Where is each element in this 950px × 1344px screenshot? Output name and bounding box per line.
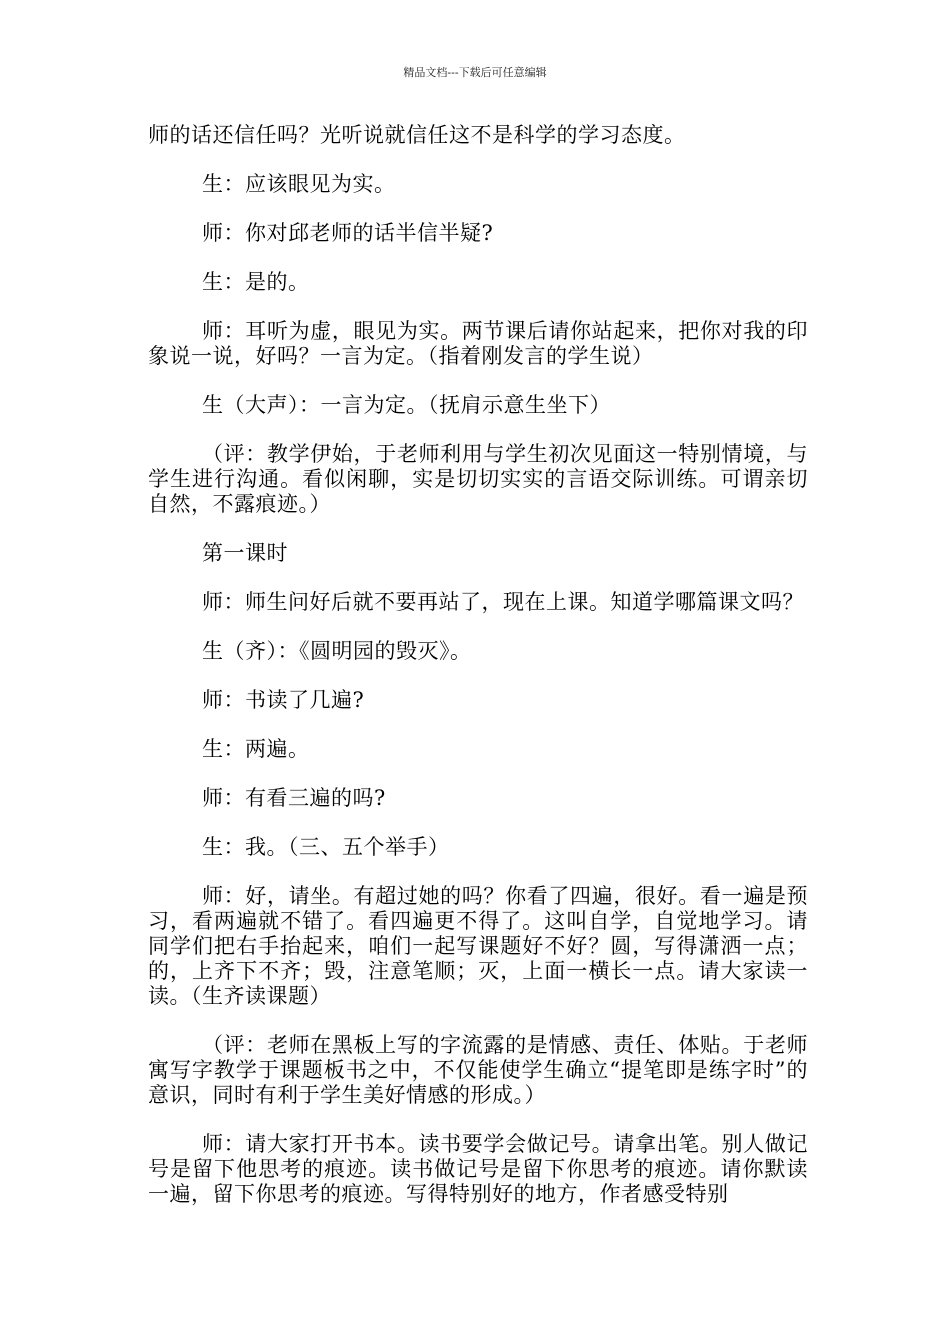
dialogue-line: 师：你对邱老师的话半信半疑? <box>202 221 494 245</box>
dialogue-line: 生（大声）：一言为定。（抚肩示意生坐下） <box>202 393 611 417</box>
dialogue-line: 师：有看三遍的吗? <box>202 786 386 810</box>
dialogue-line: 师：耳听为虚，眼见为实。两节课后请你站起来，把你对我的印象说一说，好吗？一言为定。（指着刚发言的学生说） <box>148 319 808 368</box>
dialogue-line: 师：书读了几遍? <box>202 688 365 712</box>
dialogue-line: 师：师生问好后就不要再站了，现在上课。知道学哪篇课文吗？ <box>202 590 804 614</box>
dialogue-line: 生：我。（三、五个举手） <box>202 835 450 859</box>
section-heading: 第一课时 <box>202 541 288 565</box>
paragraph-continuation: 师的话还信任吗？光听说就信任这不是科学的学习态度。 <box>148 123 686 147</box>
commentary-paragraph: （评：教学伊始，于老师利用与学生初次见面这一特别情境，与学生进行沟通。看似闲聊，实是切切实实的言语交际训练。可谓亲切自然，不露痕迹。） <box>148 442 808 516</box>
page-header: 精品文档---下载后可任意编辑 <box>403 66 547 79</box>
dialogue-line: 生：是的。 <box>202 270 310 294</box>
dialogue-line: 生（齐）：《圆明园的毁灭》。 <box>202 639 472 663</box>
document-body <box>148 123 808 1207</box>
commentary-paragraph: （评：老师在黑板上写的字流露的是情感、责任、体贴。于老师寓写字教学于课题板书之中，不仅能使学生确立“提笔即是练字时”的意识，同时有利于学生美好情感的形成。） <box>148 1033 808 1107</box>
dialogue-line: 师：好，请坐。有超过她的吗？你看了四遍，很好。看一遍是预习，看两遍就不错了。看四遍更不得了。这叫自学，自觉地学习。请同学们把右手抬起来，咱们一起写课题好不好？圆，写得潇洒一点；的，上齐下不齐；毁，注意笔顺；灭，上面一横长一点。请大家读一读。（生齐读课题） <box>148 884 808 1008</box>
dialogue-line: 师：请大家打开书本。读书要学会做记号。请拿出笔。别人做记号是留下他思考的痕迹。读书做记号是留下你思考的痕迹。请你默读一遍，留下你思考的痕迹。写得特别好的地方，作者感受特别 <box>148 1132 808 1206</box>
dialogue-line: 生：应该眼见为实。 <box>202 172 396 196</box>
dialogue-line: 生：两遍。 <box>202 737 310 761</box>
